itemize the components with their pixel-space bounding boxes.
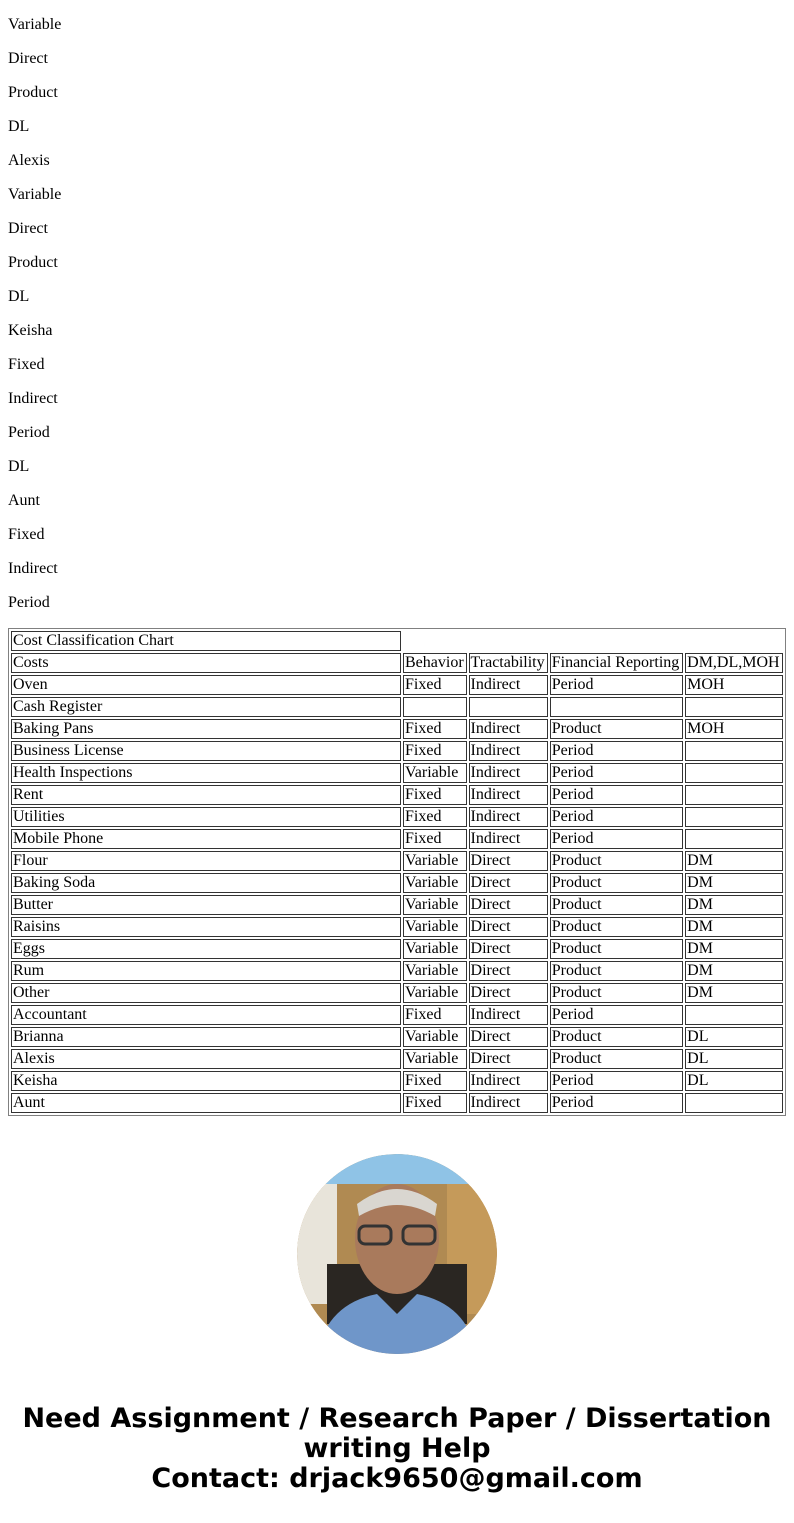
table-cell: Fixed: [403, 675, 467, 695]
table-cell: Butter: [11, 895, 401, 915]
table-cell: DL: [685, 1027, 783, 1047]
table-cell: [685, 807, 783, 827]
table-cell: Variable: [403, 763, 467, 783]
table-cell: Indirect: [469, 741, 548, 761]
table-cell: DM: [685, 917, 783, 937]
text-lines: [8, 16, 786, 612]
table-cell: DM: [685, 939, 783, 959]
text-line: DL: [8, 288, 30, 305]
table-cell: DM: [685, 873, 783, 893]
table-cell: Other: [11, 983, 401, 1003]
table-cell: Direct: [469, 873, 548, 893]
text-line: DL: [8, 458, 30, 475]
table-row: [11, 917, 783, 937]
table-cell: Health Inspections: [11, 763, 401, 783]
table-cell: Rent: [11, 785, 401, 805]
table-cell: Product: [550, 895, 683, 915]
table-cell: DM: [685, 961, 783, 981]
table-cell: Period: [550, 829, 683, 849]
table-cell: Indirect: [469, 829, 548, 849]
table-cell: DM: [685, 851, 783, 871]
table-row: [11, 741, 783, 761]
promo-text: [8, 1404, 786, 1494]
table-cell: MOH: [685, 719, 783, 739]
table-cell: Period: [550, 1071, 683, 1091]
table-cell: Period: [550, 1005, 683, 1025]
table-cell: Variable: [403, 895, 467, 915]
table-cell: Direct: [469, 917, 548, 937]
text-line: Fixed: [8, 356, 45, 373]
table-row: [11, 983, 783, 1003]
table-cell: DM: [685, 983, 783, 1003]
table-cell: [685, 741, 783, 761]
table-cell: Indirect: [469, 1071, 548, 1091]
table-cell: Fixed: [403, 1093, 467, 1113]
table-header-row: [11, 653, 783, 673]
table-row: [11, 807, 783, 827]
table-cell: Direct: [469, 1027, 548, 1047]
text-line: Product: [8, 254, 58, 271]
table-cell: Indirect: [469, 719, 548, 739]
table-cell: [403, 697, 467, 717]
table-cell: Raisins: [11, 917, 401, 937]
text-line: Variable: [8, 186, 62, 203]
header-cell: Behavior: [403, 653, 467, 673]
text-line: Variable: [8, 16, 62, 33]
table-cell: Period: [550, 741, 683, 761]
text-line: Product: [8, 84, 58, 101]
table-row: [11, 829, 783, 849]
table-cell: Period: [550, 1093, 683, 1113]
table-cell: DL: [685, 1049, 783, 1069]
table-cell: Aunt: [11, 1093, 401, 1113]
text-line: DL: [8, 118, 30, 135]
table-cell: Direct: [469, 1049, 548, 1069]
text-line: Fixed: [8, 526, 45, 543]
table-row: [11, 1049, 783, 1069]
table-cell: Utilities: [11, 807, 401, 827]
text-line: Keisha: [8, 322, 53, 339]
table-cell: Product: [550, 851, 683, 871]
table-cell: Indirect: [469, 1093, 548, 1113]
table-cell: Indirect: [469, 675, 548, 695]
table-cell: Product: [550, 1049, 683, 1069]
table-cell: Direct: [469, 851, 548, 871]
promo-line-1: Need Assignment / Research Paper / Dissertation writing Help: [22, 1403, 772, 1464]
table-cell: Cash Register: [11, 697, 401, 717]
table-title-row: [11, 631, 783, 651]
table-title: Cost Classification Chart: [11, 631, 401, 651]
table-row: [11, 1005, 783, 1025]
table-cell: Oven: [11, 675, 401, 695]
table-row: [11, 1027, 783, 1047]
table-cell: Baking Soda: [11, 873, 401, 893]
promo-contact[interactable]: Contact: drjack9650@gmail.com: [151, 1463, 643, 1494]
table-cell: Accountant: [11, 1005, 401, 1025]
table-cell: [685, 785, 783, 805]
table-cell: Period: [550, 785, 683, 805]
table-row: [11, 939, 783, 959]
table-cell: Brianna: [11, 1027, 401, 1047]
table-row: [11, 785, 783, 805]
table-cell: Business License: [11, 741, 401, 761]
table-cell: Variable: [403, 851, 467, 871]
table-cell: Direct: [469, 983, 548, 1003]
table-cell: Direct: [469, 961, 548, 981]
cost-classification-table: [8, 628, 786, 1116]
table-cell: Variable: [403, 873, 467, 893]
table-cell: [685, 829, 783, 849]
table-cell: Variable: [403, 917, 467, 937]
table-row: [11, 719, 783, 739]
table-cell: Variable: [403, 1049, 467, 1069]
table-cell: Product: [550, 917, 683, 937]
table-cell: Flour: [11, 851, 401, 871]
table-cell: Product: [550, 719, 683, 739]
table-cell: Fixed: [403, 807, 467, 827]
table-cell: [685, 763, 783, 783]
table-cell: Fixed: [403, 829, 467, 849]
table-cell: DL: [685, 1071, 783, 1091]
header-cell: Financial Reporting: [550, 653, 683, 673]
table-row: [11, 697, 783, 717]
table-cell: Product: [550, 961, 683, 981]
table-cell: Fixed: [403, 719, 467, 739]
table-cell: Variable: [403, 1027, 467, 1047]
table-cell: Mobile Phone: [11, 829, 401, 849]
table-cell: Period: [550, 763, 683, 783]
text-line: Indirect: [8, 390, 58, 407]
table-cell: Rum: [11, 961, 401, 981]
table-cell: Baking Pans: [11, 719, 401, 739]
header-cell: DM,DL,MOH: [685, 653, 783, 673]
table-cell: Fixed: [403, 741, 467, 761]
table-cell: [685, 1093, 783, 1113]
table-row: [11, 961, 783, 981]
author-photo: [297, 1154, 497, 1354]
text-line: Aunt: [8, 492, 40, 509]
table-cell: Fixed: [403, 785, 467, 805]
text-line: Period: [8, 424, 50, 441]
table-cell: Alexis: [11, 1049, 401, 1069]
table-cell: [550, 697, 683, 717]
table-cell: Indirect: [469, 807, 548, 827]
text-line: Direct: [8, 50, 48, 67]
table-row: [11, 1071, 783, 1091]
table-row: [11, 873, 783, 893]
header-cell: Tractability: [469, 653, 548, 673]
table-cell: Product: [550, 983, 683, 1003]
table-cell: Indirect: [469, 785, 548, 805]
table-row: [11, 763, 783, 783]
table-cell: Direct: [469, 939, 548, 959]
table-cell: Product: [550, 1027, 683, 1047]
table-cell: Period: [550, 807, 683, 827]
text-line: Alexis: [8, 152, 50, 169]
table-cell: Variable: [403, 939, 467, 959]
table-cell: [469, 697, 548, 717]
table-cell: [685, 697, 783, 717]
text-line: Direct: [8, 220, 48, 237]
table-row: [11, 895, 783, 915]
table-cell: DM: [685, 895, 783, 915]
text-line: Indirect: [8, 560, 58, 577]
table-cell: Direct: [469, 895, 548, 915]
table-cell: Indirect: [469, 1005, 548, 1025]
table-cell: Keisha: [11, 1071, 401, 1091]
table-cell: Product: [550, 939, 683, 959]
table-cell: Fixed: [403, 1071, 467, 1091]
table-cell: MOH: [685, 675, 783, 695]
table-cell: Variable: [403, 961, 467, 981]
table-row: [11, 851, 783, 871]
table-cell: Fixed: [403, 1005, 467, 1025]
header-cell: Costs: [11, 653, 401, 673]
table-row: [11, 675, 783, 695]
table-cell: Eggs: [11, 939, 401, 959]
table-cell: Period: [550, 675, 683, 695]
table-cell: Indirect: [469, 763, 548, 783]
table-cell: [685, 1005, 783, 1025]
text-line: Period: [8, 594, 50, 611]
table-cell: Product: [550, 873, 683, 893]
table-row: [11, 1093, 783, 1113]
table-cell: Variable: [403, 983, 467, 1003]
